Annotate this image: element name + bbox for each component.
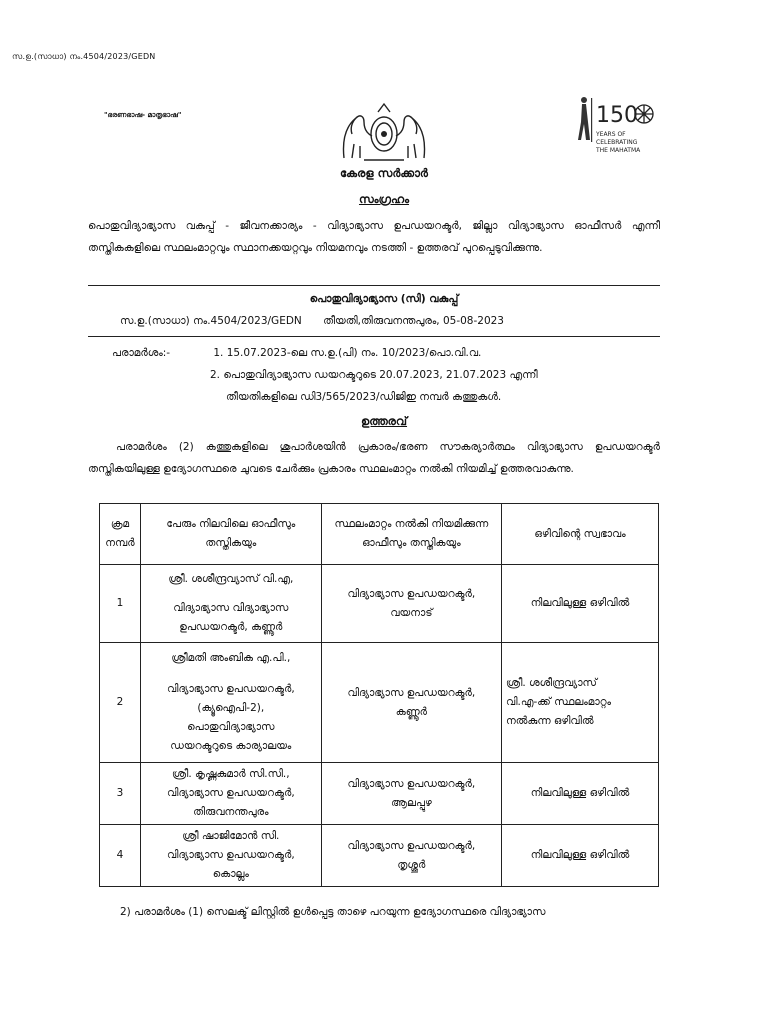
order-paragraph-1: പരാമർശം (2) കത്തുകളിലെ ശുപാർശയിൻ പ്രകാരം/ഭരണ സൗകര്യാർത്ഥം വിദ്യാഭ്യാസ ഉപഡയറക്ടർ തസ്തികയിലുള്ള ഉദ്യോഗസ്ഥരെ ചുവടെ ചേർക്കും പ്രകാരം സ്ഥലംമാറ്റം നൽകി നിയമിച്ച് ഉത്തരവാകുന്നു. bbox=[88, 441, 660, 475]
order-number: സ.ഉ.(സാധാ) നം.4504/2023/GEDN bbox=[120, 315, 302, 327]
document-reference: സ.ഉ.(സാധാ) നം.4504/2023/GEDN bbox=[12, 52, 156, 61]
vacancy-cell: ശ്രീ. ശശീന്ദ്രവ്യാസ് വി.എ-ക്ക് സ്ഥലംമാറ്റം നൽകുന്ന ഒഴിവിൽ bbox=[502, 643, 659, 763]
references-label: പരാമർശം:- bbox=[112, 347, 171, 359]
vacancy-cell: നിലവിലുള്ള ഒഴിവിൽ bbox=[502, 825, 659, 887]
header-current: പേരും നിലവിലെ ഓഫീസും തസ്തികയും bbox=[140, 504, 321, 565]
order-heading: ഉത്തരവ് bbox=[360, 414, 408, 428]
current-cell: ശ്രീ. കൃഷ്ണകുമാർ സി.സി., വിദ്യാഭ്യാസ ഉപഡയറക്ടർ, തിരുവനന്തപുരം bbox=[140, 763, 321, 825]
svg-text:YEARS OF: YEARS OF bbox=[596, 131, 626, 138]
transfer-table bbox=[99, 503, 659, 887]
serial-cell: 4 bbox=[100, 825, 141, 887]
summary-heading: സംഗ്രഹം bbox=[358, 192, 410, 206]
transfer-cell: വിദ്യാഭ്യാസ ഉപഡയറക്ടർ, ആലപ്പുഴ bbox=[321, 763, 501, 825]
reference-1: 1. 15.07.2023-ലെ സ.ഉ.(പി) നം. 10/2023/പൊ.വി.വ. bbox=[213, 347, 482, 359]
table-row bbox=[100, 643, 659, 763]
order-number-line bbox=[120, 315, 504, 328]
header-serial: ക്രമ നമ്പർ bbox=[100, 504, 141, 565]
svg-text:150: 150 bbox=[596, 103, 638, 128]
divider-top bbox=[88, 285, 660, 286]
reference-2-cont: തീയതികളിലെ ഡി3/565/2023/ഡിജിഇ നമ്പർ കത്തുകൾ. bbox=[226, 391, 502, 403]
current-cell: ശ്രീമതി അംബിക എ.പി., വിദ്യാഭ്യാസ ഉപഡയറക്ടർ, (ക്യൂഐപി-2), പൊതുവിദ്യാഭ്യാസ ഡയറക്ടറുടെ കാര്യാലയം bbox=[140, 643, 321, 763]
subject-text: പൊതുവിദ്യാഭ്യാസ വകുപ്പ് - ജീവനക്കാര്യം - വിദ്യാഭ്യാസ ഉപഡയറക്ടർ, ജില്ലാ വിദ്യാഭ്യാസ ഓഫീസർ എന്നീ തസ്തികകളിലെ സ്ഥലംമാറ്റവും സ്ഥാനക്കയറ്റവും നിയമനവും നടത്തി - ഉത്തരവ് പുറപ്പെടുവിക്കുന്നു. bbox=[88, 220, 660, 254]
transfer-cell: വിദ്യാഭ്യാസ ഉപഡയറക്ടർ, കണ്ണൂർ bbox=[321, 643, 501, 763]
table-header-row bbox=[100, 504, 659, 565]
official-language-motto: "ഭരണഭാഷ- മാതൃഭാഷ" bbox=[104, 111, 182, 119]
svg-text:THE MAHATMA: THE MAHATMA bbox=[596, 147, 641, 154]
kerala-emblem-icon bbox=[334, 100, 434, 164]
header-transfer: സ്ഥലംമാറ്റം നൽകി നിയമിക്കുന്ന ഓഫീസും തസ്തികയും bbox=[321, 504, 501, 565]
current-cell: ശ്രീ ഷാജിമോൻ സി. വിദ്യാഭ്യാസ ഉപഡയറക്ടർ, കൊല്ലം bbox=[140, 825, 321, 887]
serial-cell: 3 bbox=[100, 763, 141, 825]
transfer-cell: വിദ്യാഭ്യാസ ഉപഡയറക്ടർ, തൃശ്ശൂർ bbox=[321, 825, 501, 887]
divider-bottom bbox=[88, 336, 660, 337]
table-row bbox=[100, 565, 659, 643]
government-title: കേരള സർക്കാർ bbox=[340, 166, 428, 180]
transfer-cell: വിദ്യാഭ്യാസ ഉപഡയറക്ടർ, വയനാട് bbox=[321, 565, 501, 643]
serial-cell: 1 bbox=[100, 565, 141, 643]
order-paragraph-2: 2) പരാമർശം (1) സെലക്ട് ലിസ്റ്റിൽ ഉൾപ്പെട്ട താഴെ പറയുന്ന ഉദ്യോഗസ്ഥരെ വിദ്യാഭ്യാസ bbox=[120, 906, 546, 918]
vacancy-cell: നിലവിലുള്ള ഒഴിവിൽ bbox=[502, 763, 659, 825]
table-row bbox=[100, 825, 659, 887]
current-cell: ശ്രീ. ശശീന്ദ്രവ്യാസ് വി.എ, വിദ്യാഭ്യാസ വിദ്യാഭ്യാസ ഉപഡയറക്ടർ, കണ്ണൂർ bbox=[140, 565, 321, 643]
references-block bbox=[112, 342, 538, 408]
header-vacancy: ഒഴിവിന്റെ സ്വഭാവം bbox=[502, 504, 659, 565]
vacancy-cell: നിലവിലുള്ള ഒഴിവിൽ bbox=[502, 565, 659, 643]
reference-2: 2. പൊതുവിദ്യാഭ്യാസ ഡയറക്ടറുടെ 20.07.2023, 21.07.2023 എന്നീ bbox=[210, 369, 538, 381]
svg-text:CELEBRATING: CELEBRATING bbox=[596, 139, 638, 146]
gandhi-150-logo-icon bbox=[572, 92, 662, 164]
table-row bbox=[100, 763, 659, 825]
serial-cell: 2 bbox=[100, 643, 141, 763]
order-date: തീയതി,തിരുവനന്തപുരം, 05-08-2023 bbox=[323, 315, 504, 327]
department-heading: പൊതുവിദ്യാഭ്യാസ (സി) വകുപ്പ് bbox=[309, 293, 459, 305]
